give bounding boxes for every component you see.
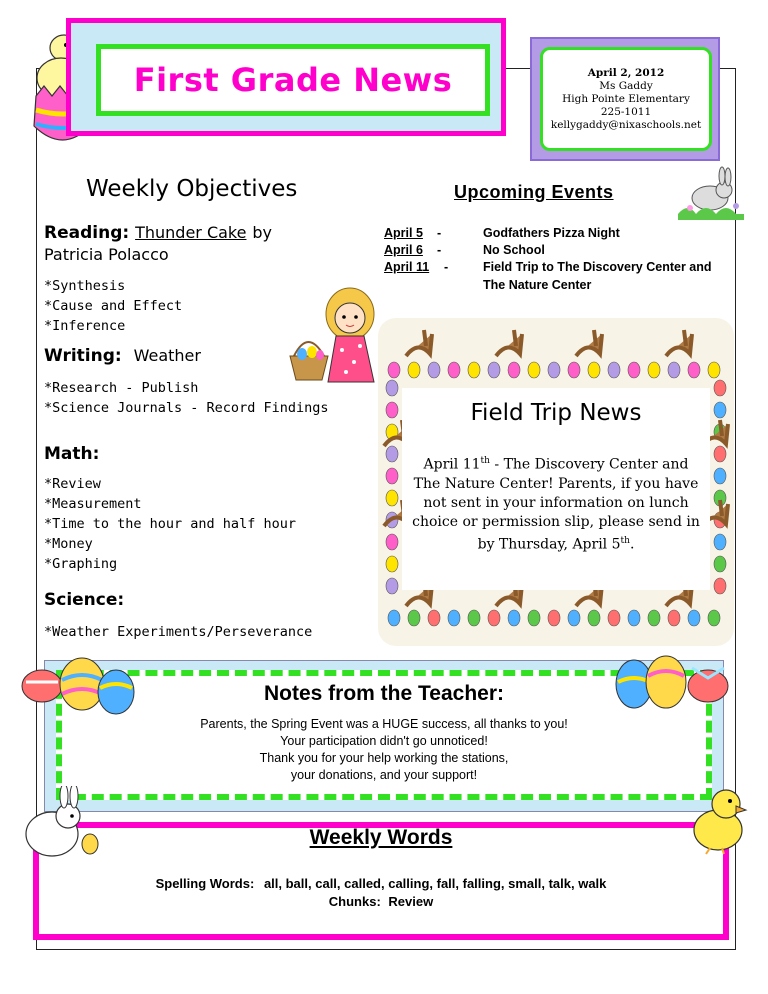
event-date: April 11 <box>384 260 430 274</box>
notes-heading: Notes from the Teacher: <box>264 682 504 705</box>
reading-by: by <box>252 223 273 242</box>
events-heading: Upcoming Events <box>454 182 614 202</box>
list-item: *Time to the hour and half hour <box>44 516 296 532</box>
ft-line2: Parents, if you have not sent in your information on lunch choice or permission slip, please send in by Thursday, April 5 <box>412 475 700 553</box>
ft-line2-end: . <box>629 536 635 553</box>
list-item: *Money <box>44 536 93 552</box>
contact-school: High Pointe Elementary <box>562 92 690 105</box>
bunny-icon <box>676 162 746 222</box>
event-date: April 6 <box>384 243 423 257</box>
page-title: First Grade News <box>133 61 453 99</box>
weekly-words-heading: Weekly Words <box>309 826 453 849</box>
list-item: *Research - Publish <box>44 380 199 396</box>
field-trip-body <box>410 452 702 554</box>
science-heading: Science: <box>44 590 125 610</box>
list-item: *Graphing <box>44 556 118 572</box>
list-item: *Science Journals - Record Findings <box>44 400 329 416</box>
list-item: *Synthesis <box>44 278 126 294</box>
notes-line: Thank you for your help working the stations, <box>259 751 509 765</box>
spelling-label: Spelling Words: <box>155 876 255 891</box>
math-heading: Math: <box>44 444 100 464</box>
notes-body <box>56 716 712 784</box>
event-sep: - <box>437 243 442 257</box>
event-text: Field Trip to The Discovery Center and The Nature Center <box>483 260 712 292</box>
ft-date-sup: th <box>480 456 490 466</box>
event-text: Godfathers Pizza Night <box>483 226 620 240</box>
contact-date: April 2, 2012 <box>587 66 665 79</box>
notes-line: Your participation didn't go unnoticed! <box>280 734 488 748</box>
writing-list <box>44 378 328 418</box>
notes-line: your donations, and your support! <box>290 768 478 782</box>
notes-line: Parents, the Spring Event was a HUGE success, all thanks to you! <box>200 717 568 731</box>
event-sep: - <box>437 226 442 240</box>
field-trip-heading: Field Trip News <box>470 400 642 426</box>
writing-heading <box>44 346 201 366</box>
math-list <box>44 474 296 574</box>
list-item: *Measurement <box>44 496 142 512</box>
writing-label: Writing: <box>44 346 122 366</box>
chunks-value: Review <box>388 894 434 909</box>
spelling-line <box>33 876 729 891</box>
spelling-words: all, ball, call, called, calling, fall, falling, small, talk, walk <box>263 876 607 891</box>
list-item: *Weather Experiments/Perseverance <box>44 624 313 640</box>
event-sep: - <box>444 260 449 274</box>
contact-teacher: Ms Gaddy <box>599 79 653 92</box>
science-list <box>44 622 312 642</box>
writing-topic: Weather <box>133 346 201 365</box>
reading-label: Reading: <box>44 223 130 243</box>
ft-line1: - The Discovery Center and The Nature Center! <box>413 456 689 492</box>
list-item: *Cause and Effect <box>44 298 183 314</box>
contact-info <box>540 47 712 151</box>
event-text: No School <box>483 243 545 257</box>
ft-line2-sup: th <box>620 535 630 546</box>
ft-date: April 11 <box>423 456 481 473</box>
event-row <box>0 241 768 259</box>
contact-email: kellygaddy@nixaschools.net <box>550 118 702 131</box>
girl-basket-icon <box>288 284 388 390</box>
chunks-line <box>33 894 729 909</box>
list-item: *Review <box>44 476 101 492</box>
event-row <box>0 258 768 294</box>
chunks-label: Chunks: <box>328 894 381 909</box>
reading-author: Patricia Polacco <box>44 245 169 264</box>
reading-book: Thunder Cake <box>135 223 247 242</box>
event-row <box>0 224 768 242</box>
contact-phone: 225-1011 <box>600 105 652 118</box>
event-date: April 5 <box>384 226 423 240</box>
list-item: *Inference <box>44 318 126 334</box>
objectives-heading: Weekly Objectives <box>86 176 298 202</box>
